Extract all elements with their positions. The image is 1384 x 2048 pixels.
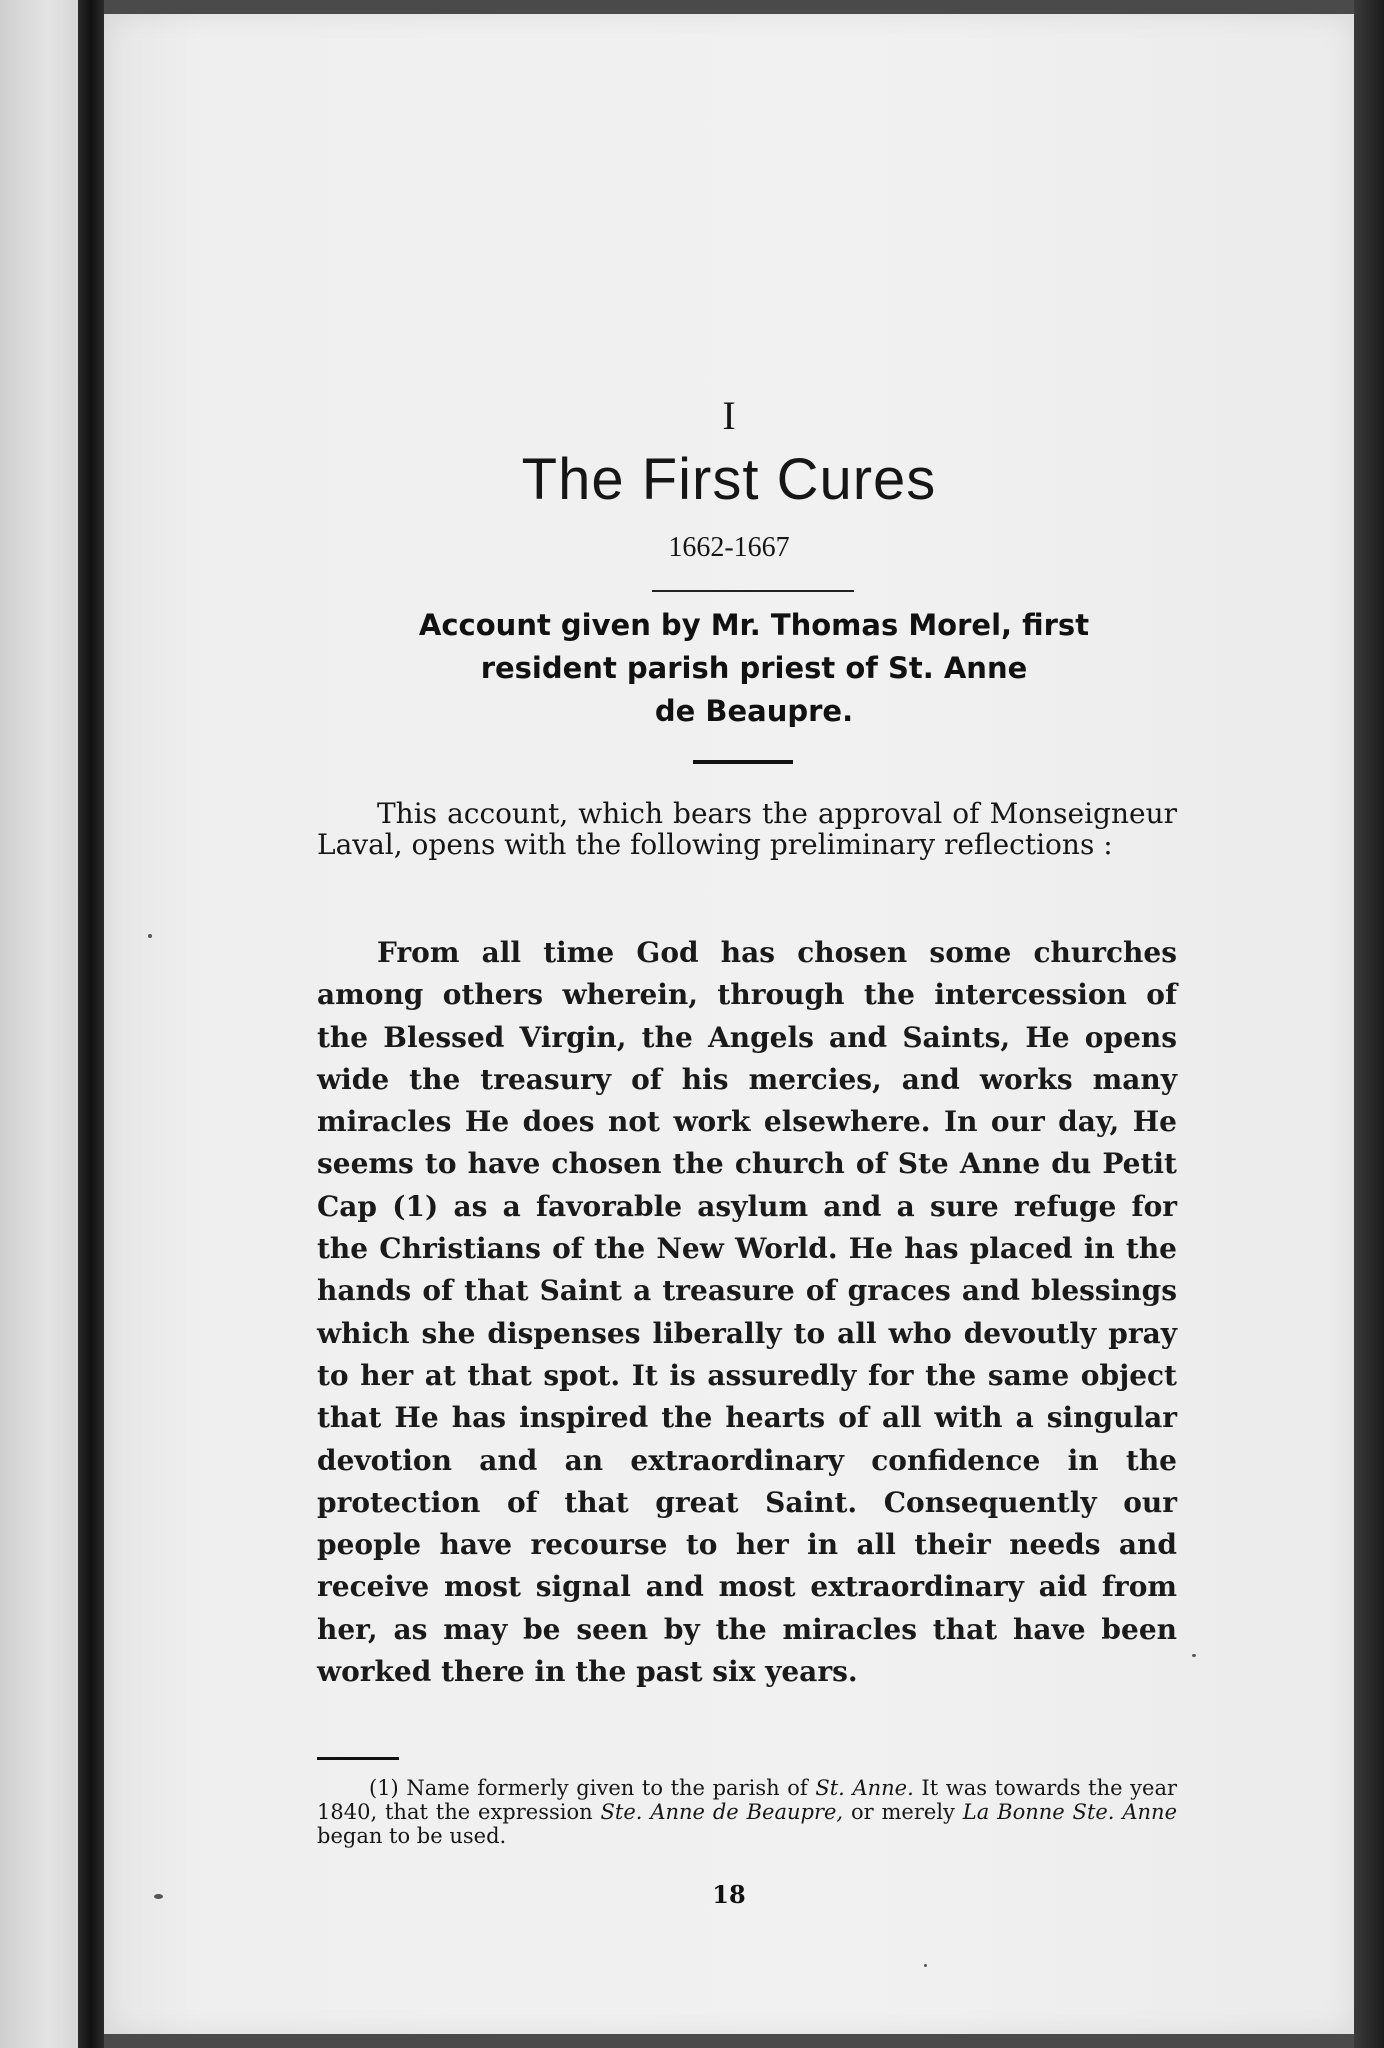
subtitle-line-3: de Beaupre. [654,694,854,728]
scan-speck [924,1964,927,1967]
footnote-text-4: began to be used. [317,1824,507,1848]
page-number: 18 [712,1880,746,1909]
footnote-italic-1: St. Anne. [815,1776,914,1800]
footnote-text-3: or merely [850,1800,955,1824]
subtitle-line-1: Account given by Mr. Thomas Morel, first [418,608,1090,642]
book-spine [78,0,104,2048]
chapter-subtitle [314,604,1194,733]
scan-speck [154,1894,163,1899]
footnote-italic-3: La Bonne Ste. Anne [962,1800,1177,1824]
title-rule [652,590,854,592]
scan-speck [1192,1654,1196,1657]
footnote-text-1: Name formerly given to the parish of [406,1776,808,1800]
book-page [104,14,1354,2034]
intro-paragraph: This account, which bears the approval of Monseigneur Laval, opens with the following preliminary reflections : [317,797,1177,861]
chapter-dates: 1662-1667 [668,532,790,563]
subtitle-line-2: resident parish priest of St. Anne [480,651,1028,685]
subtitle-rule [693,760,793,764]
footnote-text-2: It was towards the year 1840, that the expression [317,1776,1178,1824]
right-background-edge [1354,0,1384,2048]
previous-page-edge [0,0,80,2048]
body-paragraph: From all time God has chosen some churches among others wherein, through the intercession of the Blessed Virgin, the Angels and Saints, He opens wide the treasury of his mercies, and works many miracles He does not work elsewhere. In our day, He seems to have chosen the church of Ste Anne du Petit Cap (1) as a favorable asylum and a sure refuge for the Christians of the New World. He has placed in the hands of that Saint a treasure of graces and blessings which she dispenses liberally to all who devoutly pray to her at that spot. It is assuredly for the same object that He has inspired the hearts of all with a singular devotion and an extraordinary confidence in the protection of that great Saint. Consequently our people have recourse to her in all their needs and receive most signal and most extraordinary aid from her, as may be seen by the miracles that have been worked there in the past six years. [317,936,1177,1689]
chapter-number: I [722,393,736,438]
footnote-rule [317,1757,399,1760]
footnote [317,1776,1177,1848]
footnote-marker: (1) [369,1776,399,1800]
footnote-italic-2: Ste. Anne de Beaupre, [600,1800,844,1824]
scan-speck [148,934,152,938]
chapter-title: The First Cures [521,447,937,512]
